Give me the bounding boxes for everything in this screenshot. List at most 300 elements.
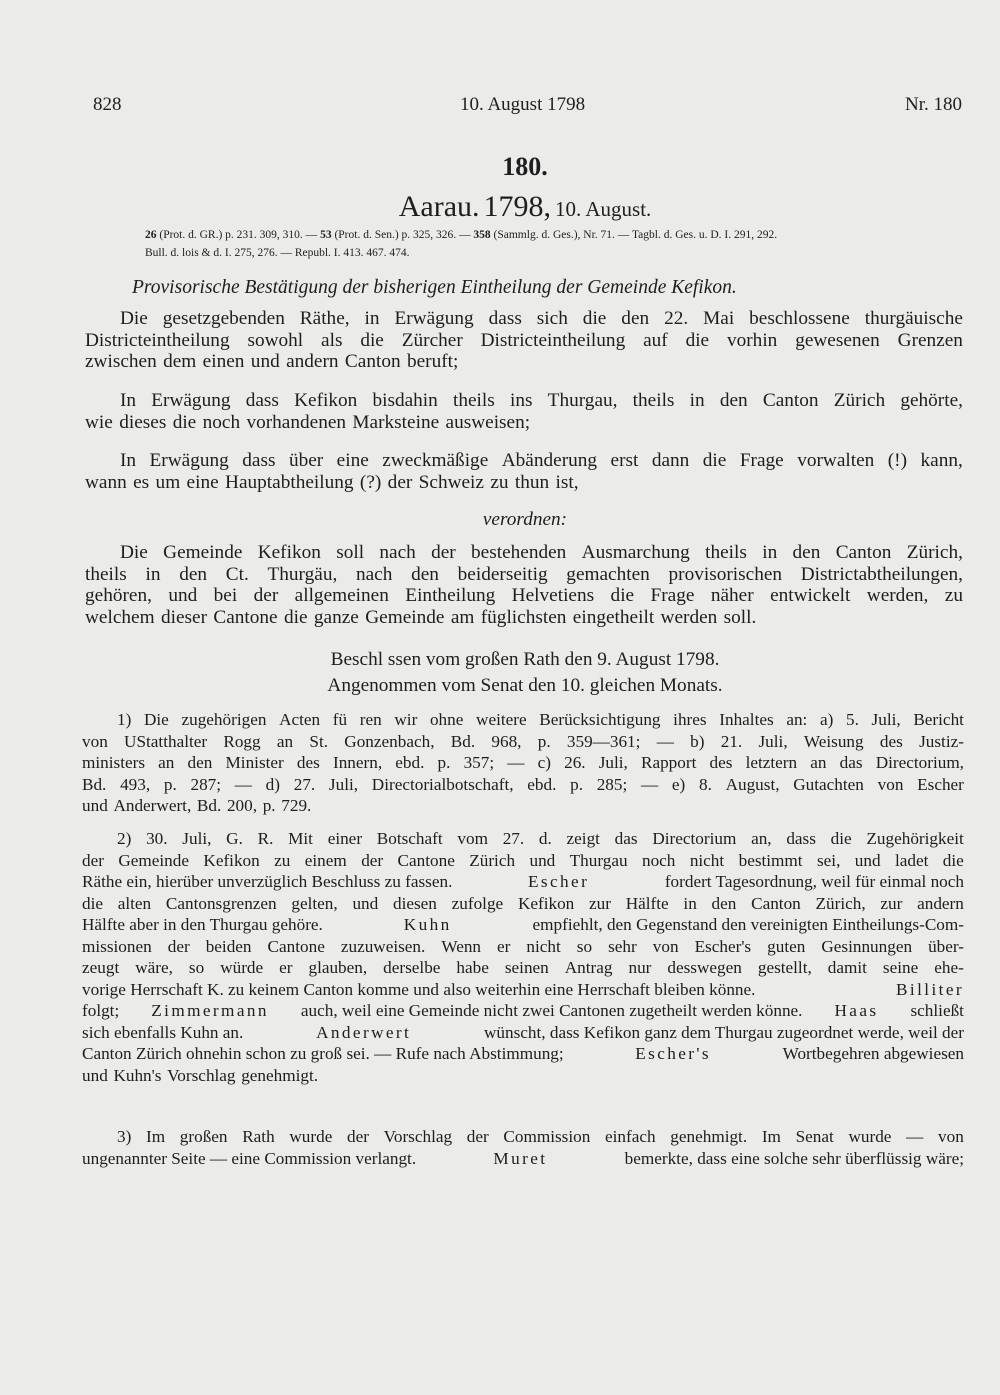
- word: Zürcher: [401, 329, 463, 351]
- word: diesen: [392, 893, 437, 913]
- word: Directorium: [652, 829, 737, 848]
- word: 27.: [293, 774, 316, 794]
- note-line: ungenannter Seite — eine Commission verlangt. Muret bemerkte, dass eine solche sehr überflüssig wäre;: [82, 1148, 964, 1168]
- word: bisdahin: [372, 390, 438, 411]
- word: ins: [509, 390, 533, 411]
- word: gesetzgebenden: [162, 308, 285, 329]
- word: —: [507, 753, 525, 772]
- word: eine: [186, 471, 219, 493]
- word: noch: [202, 411, 241, 433]
- sources-line-1: 26 (Prot. d. GR.) p. 231. 309, 310. — 53 (Prot. d. Sen.) p. 325, 326. — 358 (Sammlg. d. Ges.), Nr. 71. — Tagbl. d. Ges. u. D. I. 291, 292.: [145, 229, 778, 241]
- word: Innern,: [332, 753, 383, 772]
- word: so: [188, 958, 205, 977]
- word: theils: [453, 390, 495, 411]
- word: der: [167, 936, 190, 956]
- word: beiderseitig: [457, 563, 548, 585]
- word: weitere: [476, 710, 527, 729]
- word: R.: [257, 829, 274, 848]
- word: Thurgäu,: [267, 563, 338, 585]
- word: Canton: [344, 351, 401, 372]
- word: Senat: [795, 1127, 834, 1146]
- word: bei: [213, 585, 238, 606]
- word: Rapport: [641, 753, 697, 772]
- note-line: [82, 731, 964, 753]
- word: in: [683, 893, 697, 913]
- person-billiter: Billiter: [896, 979, 964, 999]
- word: theils: [632, 390, 675, 411]
- word: so: [576, 936, 593, 956]
- word: von: [877, 774, 904, 794]
- word: 200,: [226, 796, 258, 815]
- footnote-1: [82, 709, 964, 817]
- word: auf: [643, 329, 668, 351]
- document-number-header: Nr. 180: [905, 94, 962, 115]
- word: provisorischen: [668, 563, 783, 585]
- word: Bd.: [196, 796, 222, 815]
- note-line: [82, 893, 964, 915]
- word: vorhin: [726, 329, 778, 351]
- word: nicht: [689, 850, 725, 870]
- word: und: [82, 796, 108, 815]
- word: die: [360, 329, 384, 351]
- word: großen: [179, 1127, 228, 1146]
- text-line: [85, 450, 963, 472]
- word: von: [652, 936, 679, 956]
- word: entwickelt: [770, 585, 851, 606]
- word: sehr: [608, 936, 637, 956]
- note-line: [82, 850, 964, 872]
- word: die: [582, 308, 607, 329]
- word: Minister: [225, 753, 284, 772]
- word: über: [288, 450, 324, 471]
- person-escher-2: Escher's: [635, 1044, 712, 1063]
- word: 21.: [720, 731, 743, 751]
- word: werden: [660, 606, 718, 628]
- note-line: vorige Herrschaft K. zu keinem Canton komme und also weiterhin eine Herrschaft bleiben könne. Billiter: [82, 979, 964, 999]
- word: ganze: [313, 606, 359, 628]
- word: gelten,: [291, 893, 338, 913]
- word: Frage: [739, 450, 784, 471]
- word: nach: [379, 542, 416, 563]
- word: ebd.: [395, 753, 425, 772]
- word: um: [155, 471, 181, 493]
- word: dem: [163, 351, 197, 372]
- preamble-paragraph-1: [85, 308, 963, 373]
- word: zur: [880, 893, 903, 913]
- word: zu: [274, 850, 291, 870]
- footnote-2: [82, 828, 964, 1086]
- word: Vorschlag: [167, 1065, 236, 1085]
- word: die: [702, 450, 727, 471]
- word: allgemeinen: [294, 585, 389, 606]
- word: es: [133, 471, 150, 493]
- word: wurde: [289, 1127, 333, 1146]
- word: 2): [117, 829, 132, 848]
- person-kuhn: Kuhn: [403, 915, 452, 934]
- word: zweckmäßige: [382, 450, 489, 471]
- word: gehörte,: [900, 390, 963, 411]
- word: und: [854, 850, 881, 870]
- word: St.: [309, 731, 329, 751]
- document-subject: Provisorische Bestätigung der bisherigen Eintheilung der Gemeinde Kefikon.: [132, 277, 737, 298]
- word: Districteintheilung: [480, 329, 626, 351]
- word: wie: [85, 411, 113, 433]
- word: wir: [394, 710, 418, 729]
- word: nur: [628, 958, 652, 977]
- word: Erwägung: [394, 308, 474, 329]
- text-line: [85, 542, 963, 564]
- word: zur: [589, 893, 611, 913]
- word: (!): [887, 450, 908, 471]
- word: Thurgau,: [547, 390, 618, 411]
- word: 26.: [564, 753, 586, 772]
- closing-great-council: Beschl ssen vom großen Rath den 9. August 1798.: [330, 649, 720, 670]
- word: noch: [641, 850, 676, 870]
- word: Im: [761, 1127, 781, 1146]
- word: Anderwert,: [113, 796, 192, 815]
- word: Kefikon: [294, 390, 358, 411]
- word: Kefikon: [203, 850, 260, 870]
- word: genehmigt.: [670, 1127, 748, 1146]
- word: Die: [143, 710, 169, 729]
- word: der: [82, 850, 104, 870]
- word: Rogg: [223, 731, 261, 751]
- person-escher: Escher: [527, 872, 590, 891]
- word: den: [179, 563, 208, 585]
- word: Erwägung: [149, 450, 229, 471]
- word: wurde: [848, 1127, 892, 1146]
- word: andern: [286, 351, 339, 372]
- word: welchem: [85, 606, 155, 628]
- footnote-3: [82, 1126, 964, 1169]
- note-line: [82, 1126, 964, 1148]
- word: gemachten: [566, 563, 650, 585]
- word: damit: [827, 958, 867, 977]
- word: fü: [332, 710, 348, 729]
- word: gehören,: [85, 585, 152, 606]
- word: zwischen: [85, 351, 157, 372]
- word: ehe-: [934, 958, 964, 977]
- word: theils: [705, 542, 747, 563]
- word: Hälfte: [625, 893, 669, 913]
- word: seinen: [504, 958, 549, 977]
- word: der: [361, 850, 384, 870]
- word: Kuhn's: [113, 1065, 162, 1085]
- note-line: folgt; Zimmermann auch, weil eine Gemeinde nicht zwei Cantonen zugetheilt werden könne. Haas schließt: [82, 1001, 964, 1020]
- preamble-paragraph-3: [85, 450, 963, 493]
- word: an: [158, 753, 175, 772]
- word: dass: [245, 390, 279, 411]
- word: Gemeinde: [118, 850, 189, 870]
- word: als: [321, 329, 343, 351]
- word: beschlossene: [749, 308, 850, 329]
- text-line: [85, 412, 963, 434]
- word: Räthe,: [299, 308, 350, 329]
- word: 8.: [698, 774, 712, 794]
- word: an:: [786, 710, 808, 729]
- word: Juli,: [871, 710, 901, 729]
- word: Gesinnungen: [821, 936, 913, 956]
- word: den: [719, 390, 748, 411]
- word: Antrag: [564, 958, 613, 977]
- text-line: [85, 585, 963, 607]
- note-line: [82, 709, 964, 731]
- word: UStatthalter: [124, 731, 208, 751]
- note-line: [82, 795, 964, 817]
- word: der: [466, 1127, 489, 1146]
- word: vorwalten: [797, 450, 875, 471]
- word: in: [689, 390, 705, 411]
- word: Schweiz: [418, 471, 484, 493]
- word: 3): [117, 1127, 132, 1146]
- word: derselbe: [383, 958, 441, 977]
- word: Cantonsgrenzen: [165, 893, 277, 913]
- word: Districteintheilung: [85, 329, 230, 351]
- preamble-paragraph-2: [85, 390, 963, 433]
- word: Canton: [835, 542, 892, 563]
- person-zimmermann: Zimmermann: [151, 1001, 269, 1020]
- word: beiden: [205, 936, 252, 956]
- word: 22.: [664, 308, 689, 329]
- word: dass: [488, 308, 522, 329]
- word: die: [172, 411, 197, 433]
- word: a): [819, 710, 834, 729]
- text-line: [85, 472, 963, 494]
- word: werden,: [866, 585, 929, 606]
- word: 30.: [146, 829, 168, 848]
- word: der: [347, 1127, 369, 1146]
- word: In: [120, 390, 137, 411]
- note-line: Hälfte aber in den Thurgau gehöre. Kuhn empfiehlt, den Gegenstand den vereinigten Eintheilungs-Com-: [82, 915, 964, 934]
- word: thun: [514, 471, 550, 493]
- word: über-: [928, 936, 964, 956]
- word: 493,: [120, 774, 151, 794]
- word: Eintheilung: [405, 585, 496, 606]
- word: Districtabtheilungen,: [800, 563, 963, 585]
- word: bestimmt: [738, 850, 803, 870]
- word: Commission: [503, 1127, 591, 1146]
- document-date: 10. August.: [555, 197, 652, 221]
- word: und: [168, 585, 198, 606]
- word: Abänderung: [501, 450, 598, 471]
- word: Ausmarchung: [581, 542, 690, 563]
- word: eingetheilt: [572, 606, 655, 628]
- word: am: [450, 606, 475, 628]
- word: August,: [725, 774, 780, 794]
- page-number: 828: [93, 94, 122, 115]
- word: Thurgau: [569, 850, 628, 870]
- word: Botschaft: [376, 829, 443, 848]
- word: des: [879, 731, 903, 751]
- word: guten: [767, 936, 806, 956]
- word: missionen: [82, 936, 152, 956]
- word: ausweisen;: [445, 411, 531, 433]
- word: p.: [262, 796, 276, 815]
- word: und: [250, 351, 280, 372]
- word: Erwägung: [151, 390, 231, 411]
- word: Im: [146, 1127, 166, 1146]
- word: 968,: [491, 731, 522, 751]
- word: habe: [456, 958, 489, 977]
- note-line: Canton Zürich ohnehin schon zu groß sei. — Rufe nach Abstimmung; Escher's Wortbegehren abgewiesen: [82, 1044, 964, 1063]
- word: Acten: [279, 710, 321, 729]
- word: vom: [457, 829, 488, 848]
- word: sei,: [816, 850, 841, 870]
- word: e): [671, 774, 686, 794]
- word: zu: [944, 585, 963, 606]
- word: bestehenden: [471, 542, 567, 563]
- word: —: [906, 1127, 924, 1146]
- word: Justiz-: [919, 731, 964, 751]
- verordnen-heading: verordnen:: [482, 509, 568, 530]
- word: p.: [537, 731, 551, 751]
- word: andern: [917, 893, 964, 913]
- word: seine: [882, 958, 919, 977]
- word: Gutachten: [793, 774, 864, 794]
- word: 285;: [596, 774, 628, 794]
- word: sowohl: [247, 329, 304, 351]
- word: ohne: [429, 710, 464, 729]
- word: Zürich: [469, 850, 516, 870]
- word: 5.: [846, 710, 859, 729]
- word: d.: [538, 829, 552, 848]
- word: einem: [304, 850, 347, 870]
- word: kann,: [920, 450, 963, 471]
- word: Canton: [762, 390, 819, 411]
- person-haas: Haas: [834, 1001, 879, 1020]
- note-line: Räthe ein, hierüber unverzüglich Beschluss zu fassen. Escher fordert Tagesordnung, weil für einmal noch: [82, 872, 964, 891]
- word: die: [685, 329, 710, 351]
- word: beruft;: [406, 351, 459, 372]
- word: Canton: [751, 893, 801, 913]
- word: dieses: [119, 411, 167, 433]
- word: Gemeinde: [163, 542, 243, 563]
- word: Kefikon: [517, 893, 575, 913]
- word: p.: [570, 774, 583, 794]
- word: Ct.: [225, 563, 249, 585]
- word: zugehörigen: [181, 710, 267, 729]
- word: glauben,: [308, 958, 368, 977]
- word: ebd.: [527, 774, 557, 794]
- word: genehmigt.: [241, 1065, 319, 1085]
- word: einfach: [605, 1127, 656, 1146]
- word: des: [296, 753, 320, 772]
- text-line: [85, 390, 963, 412]
- word: einer: [327, 829, 363, 848]
- word: die: [610, 585, 635, 606]
- word: thurgäuische: [864, 308, 963, 329]
- note-line: [82, 828, 964, 850]
- word: Cantone: [213, 606, 278, 628]
- word: näher: [710, 585, 754, 606]
- word: Escher: [917, 774, 964, 794]
- person-muret: Muret: [493, 1148, 548, 1168]
- word: b): [690, 731, 705, 751]
- word: Die: [120, 308, 148, 329]
- word: 359—361;: [566, 731, 641, 751]
- word: würde: [220, 958, 264, 977]
- word: gestellt,: [757, 958, 812, 977]
- decree-paragraph: [85, 542, 963, 628]
- word: Wenn: [441, 936, 482, 956]
- word: nicht: [526, 936, 561, 956]
- word: Directorialbotschaft,: [371, 774, 514, 794]
- word: füglichsten: [480, 606, 567, 628]
- word: Inhaltes: [719, 710, 774, 729]
- word: Hauptabtheilung: [225, 471, 354, 493]
- document-year: 1798,: [483, 190, 552, 223]
- word: zuzuweisen.: [340, 936, 426, 956]
- word: in: [762, 542, 778, 563]
- word: p.: [437, 753, 451, 772]
- word: und: [352, 893, 379, 913]
- person-anderwert: Anderwert: [316, 1022, 412, 1042]
- word: wann: [85, 471, 127, 493]
- note-line: [82, 936, 964, 958]
- word: Escher's: [694, 936, 752, 956]
- word: Mai: [703, 308, 735, 329]
- sources-line-2: Bull. d. lois & d. I. 275, 276. — Republ. I. 413. 467. 474.: [145, 247, 410, 259]
- text-line: [85, 564, 963, 586]
- word: dann: [651, 450, 690, 471]
- word: gewesenen: [795, 329, 880, 351]
- text-line: [85, 607, 963, 629]
- word: Gonzenbach,: [344, 731, 435, 751]
- word: an: [276, 731, 294, 751]
- text-line: [85, 351, 963, 373]
- word: Grenzen: [897, 329, 963, 351]
- word: er: [497, 936, 511, 956]
- word: d): [265, 774, 280, 794]
- note-line: [82, 774, 964, 796]
- word: den: [411, 563, 439, 585]
- word: der: [387, 471, 413, 493]
- word: —: [656, 731, 674, 751]
- word: die: [283, 606, 308, 628]
- word: Frage: [650, 585, 695, 606]
- word: c): [537, 753, 551, 772]
- word: nach: [355, 563, 393, 585]
- word: an: [810, 753, 827, 772]
- word: ist,: [555, 471, 579, 493]
- note-line: sich ebenfalls Kuhn an. Anderwert wünscht, dass Kefikon ganz dem Thurgau zugeordnet werde, weil der: [82, 1022, 964, 1042]
- word: des: [709, 753, 733, 772]
- word: ren: [359, 710, 382, 729]
- word: Die: [120, 542, 148, 563]
- word: er: [279, 958, 293, 977]
- word: alten: [117, 893, 152, 913]
- word: Bd.: [82, 774, 107, 794]
- word: (?): [359, 471, 382, 493]
- word: den: [621, 308, 650, 329]
- word: Weisung: [803, 731, 864, 751]
- word: Helvetiens: [511, 585, 595, 606]
- word: Marksteine: [352, 411, 440, 433]
- word: Zugehörigkeit: [866, 829, 964, 848]
- word: eine: [336, 450, 369, 471]
- word: Cantone: [397, 850, 455, 870]
- word: Gemeinde: [365, 606, 445, 628]
- word: zeugt: [82, 958, 120, 977]
- word: desswegen: [667, 958, 742, 977]
- word: theils: [85, 563, 127, 585]
- text-line: [85, 330, 963, 352]
- word: 287;: [190, 774, 222, 794]
- word: einen: [202, 351, 245, 372]
- word: die: [942, 850, 964, 870]
- word: Berücksichtigung: [539, 710, 661, 729]
- word: der: [253, 585, 279, 606]
